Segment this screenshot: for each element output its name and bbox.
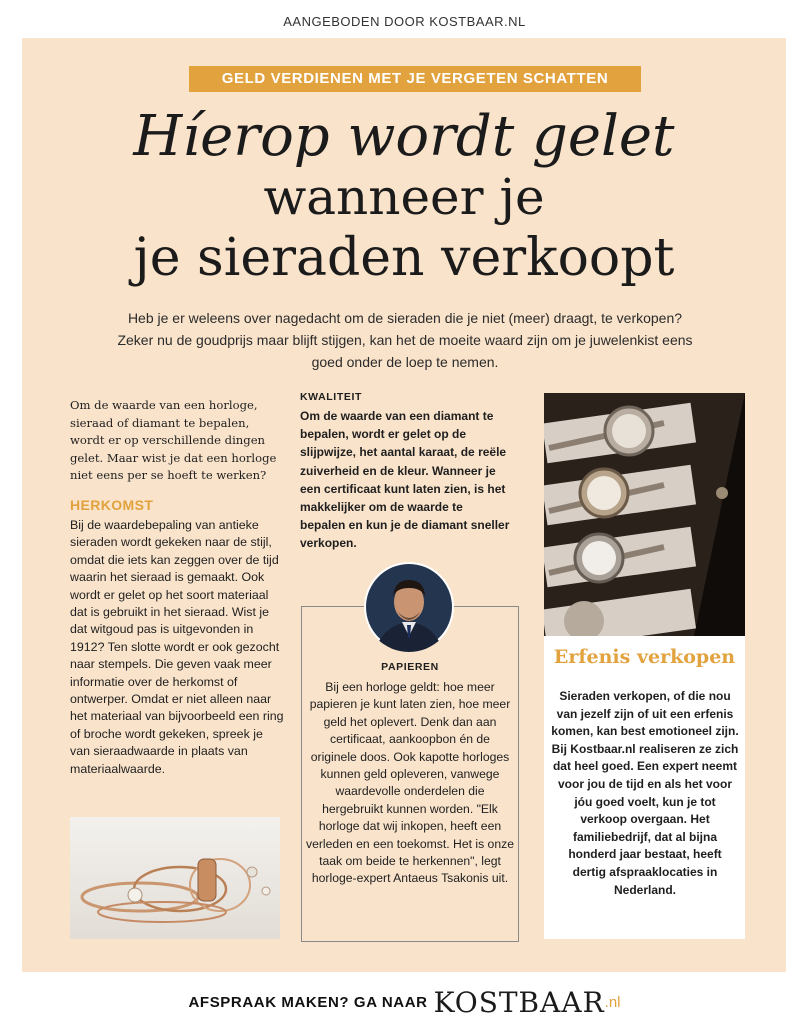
brand-tld: .nl [604, 994, 621, 1011]
erfenis-heading: Erfenis verkopen [553, 646, 736, 668]
kwaliteit-heading: KWALITEIT [300, 391, 362, 403]
papieren-body: Bij een horloge geldt: hoe meer papieren je kunt laten zien, hoe meer geld het oplevert. Denk dan aan certificaat, aankoopbon én de originele doos. Ook kapotte horloges kunnen geld opleveren, vanwege waardevolle onderdelen die hergebruikt kunnen worden. "Elk horloge dat wij inkopen, heeft een verleden en een toekomst. Het is onze taak om beide te herkennen", legt horloge-expert Antaeus Tsakonis uit. [306, 680, 514, 886]
footer-cta [0, 986, 809, 1019]
headline-line-2: wanneer je [263, 168, 545, 226]
watches-illustration [544, 393, 745, 636]
cta-text: AFSPRAAK MAKEN? GA NAAR [188, 994, 428, 1011]
rings-photo [70, 817, 280, 939]
kicker-banner: GELD VERDIENEN MET JE VERGETEN SCHATTEN [189, 66, 641, 92]
watches-photo [544, 393, 745, 636]
expert-portrait [364, 562, 454, 652]
column1-intro: Om de waarde van een horloge, sieraad of diamant te bepalen, wordt er op verschillende dingen gelet. Maar wist je dat een horloge niet eens per se hoeft te werken? [70, 398, 277, 482]
expert-portrait-illustration [364, 562, 454, 652]
brand-logo[interactable]: KOSTBAAR [433, 986, 605, 1019]
kwaliteit-body: Om de waarde van een diamant te bepalen, wordt er gelet op de slijpwijze, het aantal karaat, de reële zuiverheid en de kleur. Wanneer je een certificaat kunt laten zien, is het makkelijker om de waarde te bepalen en kun je de diamant sneller verkopen. [300, 409, 510, 551]
headline-line-3: je sieraden verkoopt [133, 228, 675, 288]
rings-illustration [70, 817, 280, 939]
herkomst-heading: HERKOMST [70, 497, 154, 513]
intro-paragraph: Heb je er weleens over nagedacht om de sieraden die je niet (meer) draagt, te verkopen? Zeker nu de goudprijs maar blijft stijgen, kan het de moeite waard zijn om je juwelenkist eens goed onder de loep te nemen. [117, 310, 693, 370]
headline-line-1: Híerop wordt gelet [133, 104, 675, 169]
papieren-heading: PAPIEREN [381, 661, 439, 673]
herkomst-body: Bij de waardebepaling van antieke sieraden wordt gekeken naar de stijl, omdat die iets kan zeggen over de tijd waarin het sieraad is gemaakt. Ook wordt er gelet op het soort materiaal dat is gebruikt in het sieraad. Wist je dat witgoud pas is uitgevonden in 1912? Ten slotte wordt er ook gezocht naar stempels. Die geven vaak meer informatie over de herkomst of ontwerper. Omdat er niet alleen naar het materiaal van bijvoorbeeld een ring of broche wordt gekeken, spreek je van sieraadwaarde in plaats van materiaalwaarde. [70, 518, 284, 776]
erfenis-body: Sieraden verkopen, of die nou van jezelf zijn of uit een erfenis komen, kan best emotioneel zijn. Bij Kostbaar.nl realiseren ze zich dat heel goed. Een expert neemt voor jou de tijd en als het voor jóu goed voelt, kun je tot verkoop overgaan. Het familiebedrijf, dat al bijna honderd jaar bestaat, heeft dertig afspraaklocaties in Nederland. [551, 689, 739, 897]
sponsor-line: AANGEBODEN DOOR KOSTBAAR.NL [283, 14, 526, 29]
